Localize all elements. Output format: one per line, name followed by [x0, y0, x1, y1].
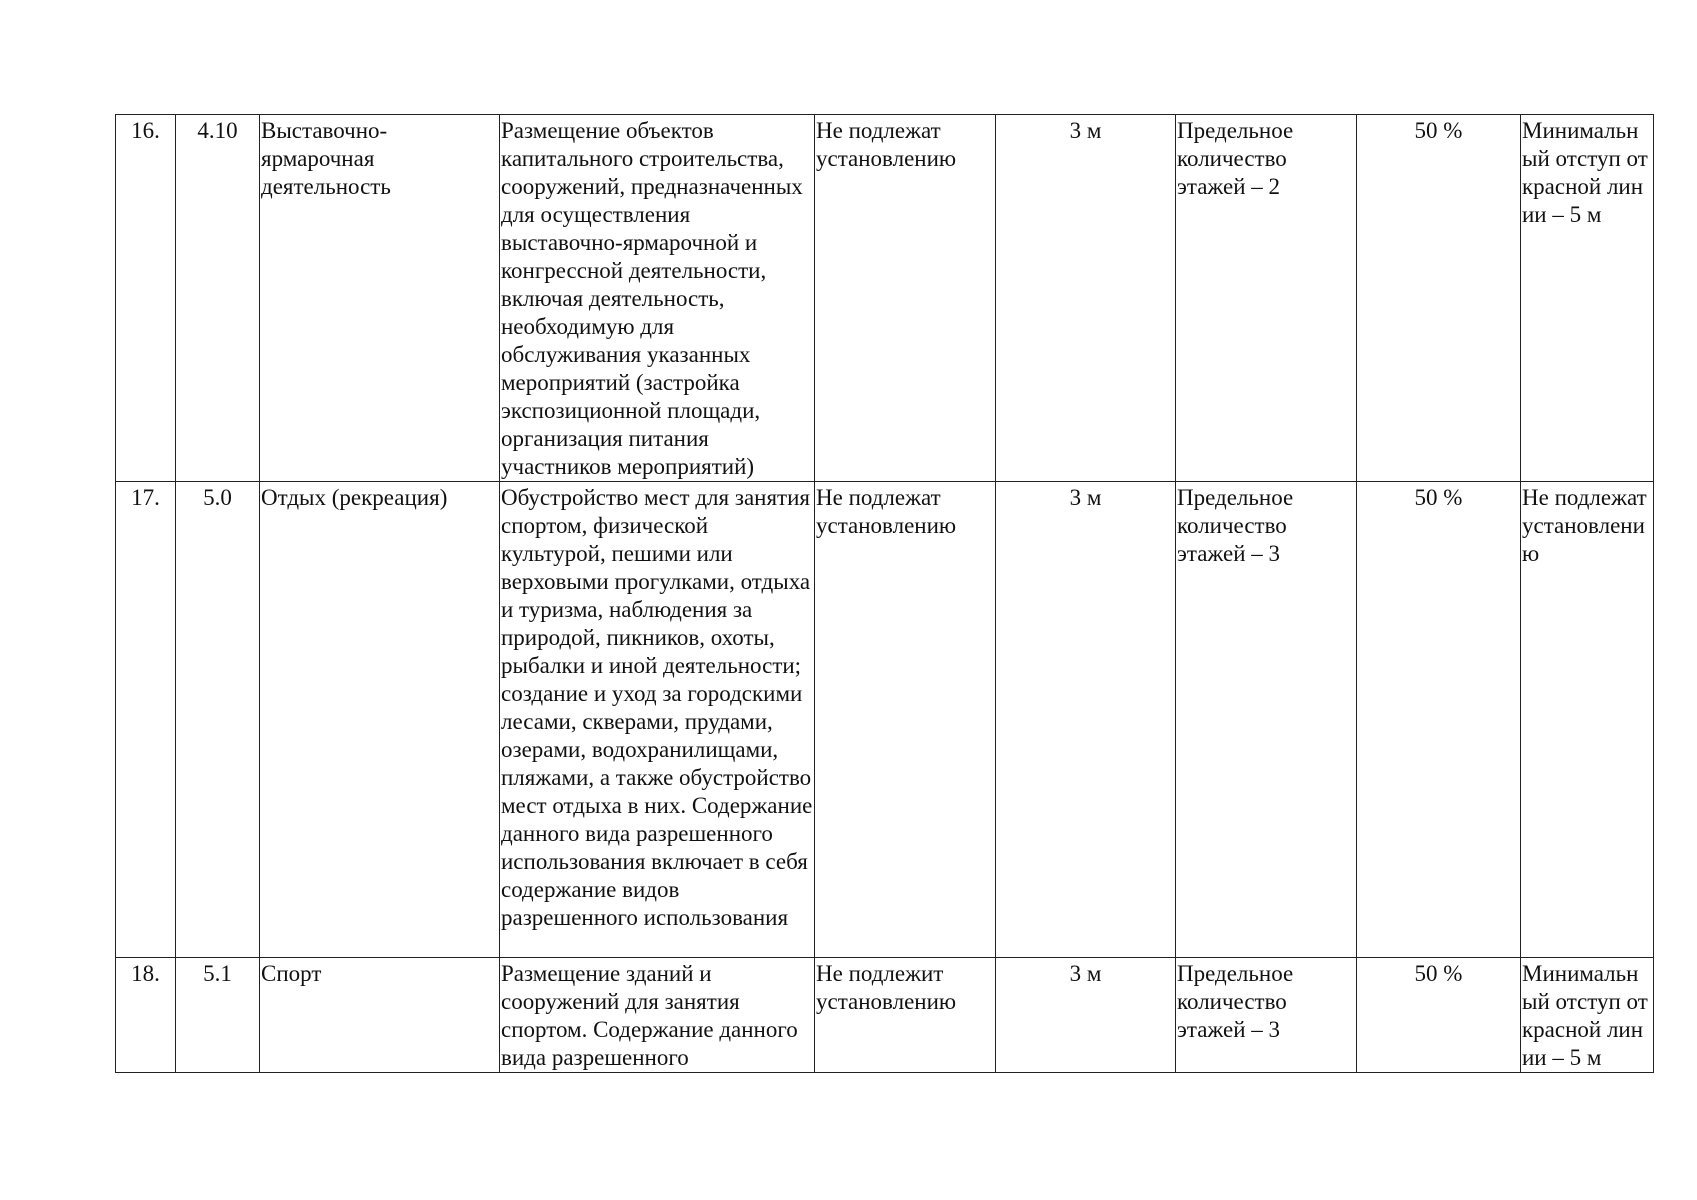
use-description: Размещение зданий и сооружений для занятия спортом. Содержание данного вида разрешенного	[500, 958, 815, 1073]
row-number: 17.	[116, 482, 176, 958]
other-parameters: Не подлежат установлению	[1521, 482, 1654, 958]
use-code: 5.1	[176, 958, 260, 1073]
min-indent: 3 м	[996, 958, 1176, 1073]
max-coverage: 50 %	[1357, 958, 1521, 1073]
min-indent: 3 м	[996, 482, 1176, 958]
use-name: Выставочно-ярмарочная деятельность	[260, 115, 500, 482]
use-code: 4.10	[176, 115, 260, 482]
max-floors: Предельное количество этажей – 3	[1176, 482, 1357, 958]
zoning-regulations-table	[115, 114, 1654, 1073]
plot-size-limit: Не подлежат установлению	[815, 115, 996, 482]
use-description: Размещение объектов капитального строительства, сооружений, предназначенных для осуществления выставочно-ярмарочной и конгрессной деятельности, включая деятельность, необходимую для обслуживания указанных мероприятий (застройка экспозиционной площади, организация питания участников мероприятий)	[500, 115, 815, 482]
min-indent: 3 м	[996, 115, 1176, 482]
max-floors: Предельное количество этажей – 2	[1176, 115, 1357, 482]
table-row	[116, 115, 1654, 482]
max-coverage: 50 %	[1357, 482, 1521, 958]
other-parameters: Минимальный отступ от красной линии – 5 м	[1521, 958, 1654, 1073]
use-name: Отдых (рекреация)	[260, 482, 500, 958]
row-number: 18.	[116, 958, 176, 1073]
table-row	[116, 482, 1654, 958]
plot-size-limit: Не подлежат установлению	[815, 482, 996, 958]
use-description: Обустройство мест для занятия спортом, физической культурой, пешими или верховыми прогулками, отдыха и туризма, наблюдения за природой, пикников, охоты, рыбалки и иной деятельности; создание и уход за городскими лесами, скверами, прудами, озерами, водохранилищами, пляжами, а также обустройство мест отдыха в них. Содержание данного вида разрешенного использования включает в себя содержание видов разрешенного использования	[500, 482, 815, 958]
table-row	[116, 958, 1654, 1073]
use-name: Спорт	[260, 958, 500, 1073]
max-coverage: 50 %	[1357, 115, 1521, 482]
other-parameters: Минимальный отступ от красной линии – 5 м	[1521, 115, 1654, 482]
max-floors: Предельное количество этажей – 3	[1176, 958, 1357, 1073]
plot-size-limit: Не подлежит установлению	[815, 958, 996, 1073]
use-code: 5.0	[176, 482, 260, 958]
row-number: 16.	[116, 115, 176, 482]
